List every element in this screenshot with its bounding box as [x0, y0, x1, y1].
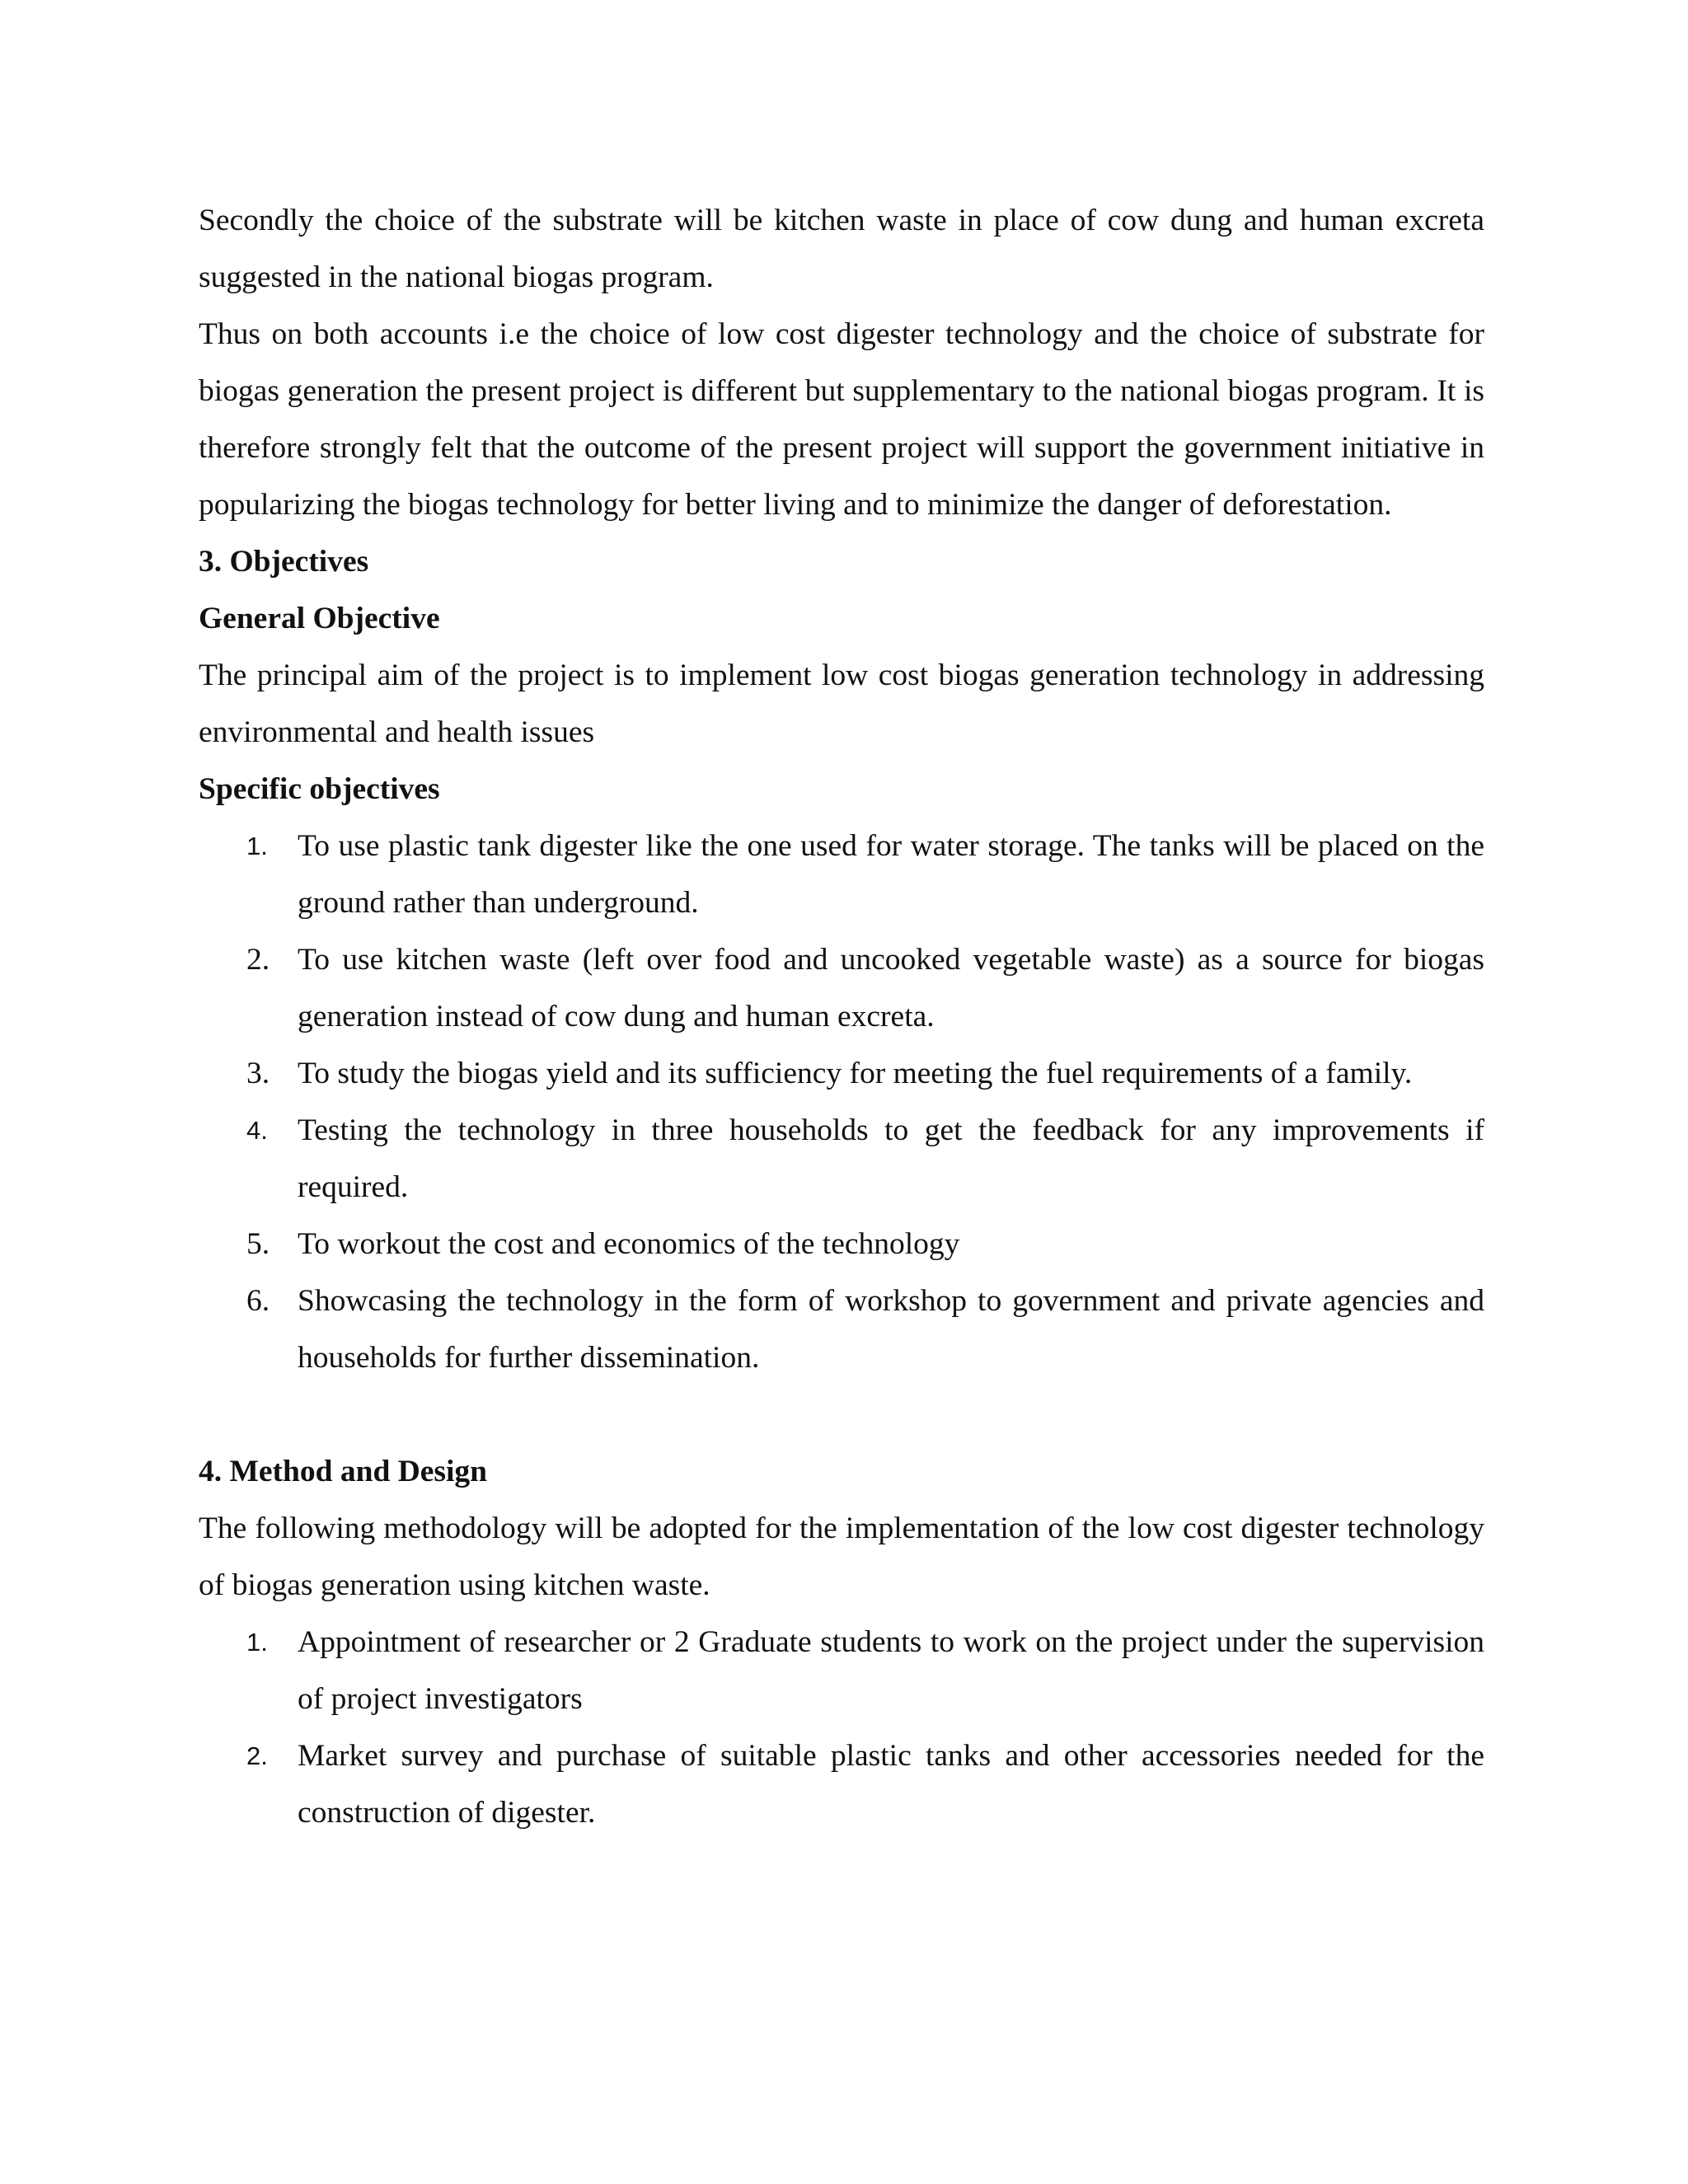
list-item [199, 1272, 1484, 1386]
list-item-text: Testing the technology in three households to get the feedback for any improvements if required. [298, 1113, 1484, 1204]
list-item-text: Market survey and purchase of suitable plastic tanks and other accessories needed for the construction of digester. [298, 1739, 1484, 1830]
subheading-specific-objectives: Specific objectives [199, 772, 440, 806]
list-item [199, 1102, 1484, 1216]
general-objective-text: The principal aim of the project is to implement low cost biogas generation technology in addressing environmental and health issues [199, 658, 1484, 749]
list-item-text: To study the biogas yield and its sufficiency for meeting the fuel requirements of a family. [298, 1057, 1413, 1090]
list-item [199, 818, 1484, 931]
specific-objectives-list [199, 818, 1484, 1386]
intro-paragraph-substrate: Secondly the choice of the substrate will be kitchen waste in place of cow dung and human excreta suggested in the national biogas program. [199, 204, 1484, 294]
list-item-number: 6. [246, 1284, 270, 1318]
list-item [199, 1614, 1484, 1727]
list-item-number: 2. [246, 1741, 268, 1770]
intro-paragraph-accounts: Thus on both accounts i.e the choice of low cost digester technology and the choice of substrate for biogas generation the present project is different but supplementary to the national biogas program. It is therefore strongly felt that the outcome of the present project will support the government initiative in popularizing the biogas technology for better living and to minimize the danger of deforestation. [199, 317, 1484, 522]
list-item [199, 1045, 1484, 1102]
subheading-general-objective: General Objective [199, 602, 440, 635]
method-steps-list [199, 1614, 1484, 1841]
list-item-number: 3. [246, 1057, 270, 1090]
list-item-number: 1. [246, 832, 268, 860]
section-heading-method-design: 4. Method and Design [199, 1455, 488, 1488]
section-spacer [199, 1386, 1484, 1443]
list-item-number: 4. [246, 1116, 268, 1145]
list-item-text: To use kitchen waste (left over food and uncooked vegetable waste) as a source for biogas generation instead of cow dung and human excreta. [298, 943, 1484, 1033]
list-item [199, 1216, 1484, 1272]
list-item-text: Appointment of researcher or 2 Graduate students to work on the project under the supervision of project investigators [298, 1625, 1484, 1716]
list-item-text: To use plastic tank digester like the one used for water storage. The tanks will be placed on the ground rather than underground. [298, 829, 1484, 920]
list-item-text: To workout the cost and economics of the technology [298, 1227, 960, 1261]
document-page [199, 192, 1484, 1841]
list-item [199, 1727, 1484, 1841]
list-item-text: Showcasing the technology in the form of workshop to government and private agencies and households for further dissemination. [298, 1284, 1484, 1375]
section-heading-objectives: 3. Objectives [199, 545, 369, 579]
list-item-number: 5. [246, 1227, 270, 1261]
method-intro-text: The following methodology will be adopted for the implementation of the low cost digester technology of biogas generation using kitchen waste. [199, 1511, 1484, 1602]
list-item [199, 931, 1484, 1045]
list-item-number: 2. [246, 943, 270, 977]
list-item-number: 1. [246, 1628, 268, 1657]
